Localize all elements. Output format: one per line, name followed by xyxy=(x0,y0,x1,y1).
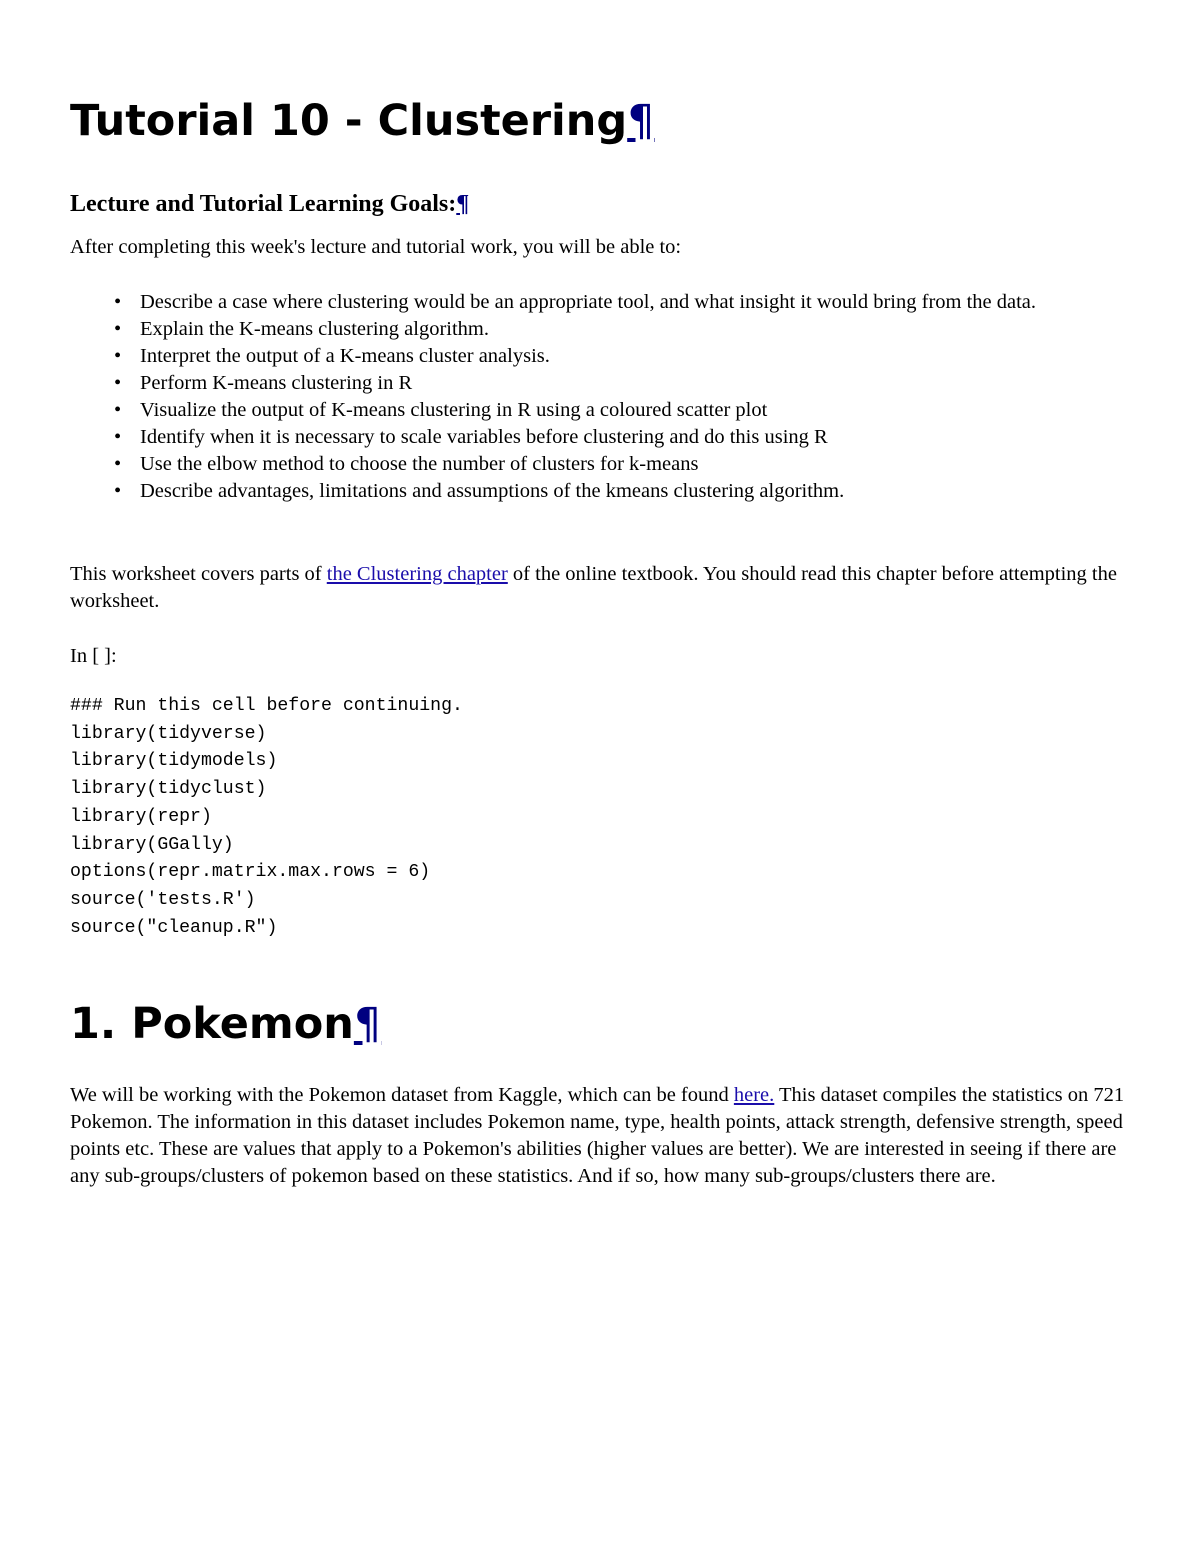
code-cell[interactable] xyxy=(70,693,463,942)
list-item: • Use the elbow method to choose the number of clusters for k-means xyxy=(140,451,1200,478)
code-line: library(tidymodels) xyxy=(70,751,278,772)
pokemon-description-before: We will be working with the Pokemon dataset from Kaggle, which can be found xyxy=(70,1084,734,1106)
page-title xyxy=(70,96,655,148)
goals-heading-text: Lecture and Tutorial Learning Goals: xyxy=(70,191,457,217)
list-item: • Explain the K-means clustering algorithm. xyxy=(140,316,1200,343)
code-line: library(tidyverse) xyxy=(70,723,267,744)
worksheet-note xyxy=(70,561,1130,615)
pokemon-description xyxy=(70,1082,1140,1190)
intro-text: After completing this week's lecture and tutorial work, you will be able to: xyxy=(70,236,682,258)
pokemon-description-after: This dataset compiles the statistics on 721 Pokemon. The information in this dataset includes Pokemon name, type, health points, attack strength, defensive strength, speed points etc. These are values that apply to a Pokemon's abilities (higher values are better). We are interested in seeing if there are any sub-groups/clusters of pokemon based on these statistics. And if so, how many sub-groups/clusters there are. xyxy=(70,1084,1125,1187)
list-item: • Describe advantages, limitations and assumptions of the kmeans clustering algorithm. xyxy=(140,478,1200,505)
cell-prompt: In [ ]: xyxy=(70,645,117,667)
goals-heading xyxy=(70,190,469,219)
title-anchor-link[interactable]: ¶ xyxy=(627,96,655,146)
section-anchor-link[interactable]: ¶ xyxy=(353,999,382,1049)
code-line: library(GGally) xyxy=(70,834,234,855)
worksheet-note-after: of the online textbook. You should read this chapter before attempting the worksheet. xyxy=(70,563,1117,612)
goals-anchor-link[interactable]: ¶ xyxy=(456,191,470,217)
goals-list xyxy=(70,289,1200,505)
code-line: source("cleanup.R") xyxy=(70,917,278,938)
section-title xyxy=(70,999,381,1051)
code-line: options(repr.matrix.max.rows = 6) xyxy=(70,862,431,883)
clustering-chapter-link[interactable]: the Clustering chapter xyxy=(326,563,508,585)
code-line: library(repr) xyxy=(70,806,212,827)
list-item: • Identify when it is necessary to scale variables before clustering and do this using R xyxy=(140,424,1200,451)
list-item: • Visualize the output of K-means clustering in R using a coloured scatter plot xyxy=(140,397,1200,424)
kaggle-dataset-link[interactable]: here. xyxy=(733,1084,775,1106)
list-item: • Describe a case where clustering would be an appropriate tool, and what insight it would bring from the data. xyxy=(140,289,1200,316)
code-line: ### Run this cell before continuing. xyxy=(70,696,463,716)
page-title-text: Tutorial 10 - Clustering xyxy=(70,96,628,146)
list-item: • Perform K-means clustering in R xyxy=(140,370,1200,397)
code-line: library(tidyclust) xyxy=(70,779,267,800)
section-title-text: 1. Pokemon xyxy=(70,999,354,1049)
code-line: source('tests.R') xyxy=(70,889,256,910)
worksheet-note-before: This worksheet covers parts of xyxy=(70,563,327,585)
list-item: • Interpret the output of a K-means cluster analysis. xyxy=(140,343,1200,370)
